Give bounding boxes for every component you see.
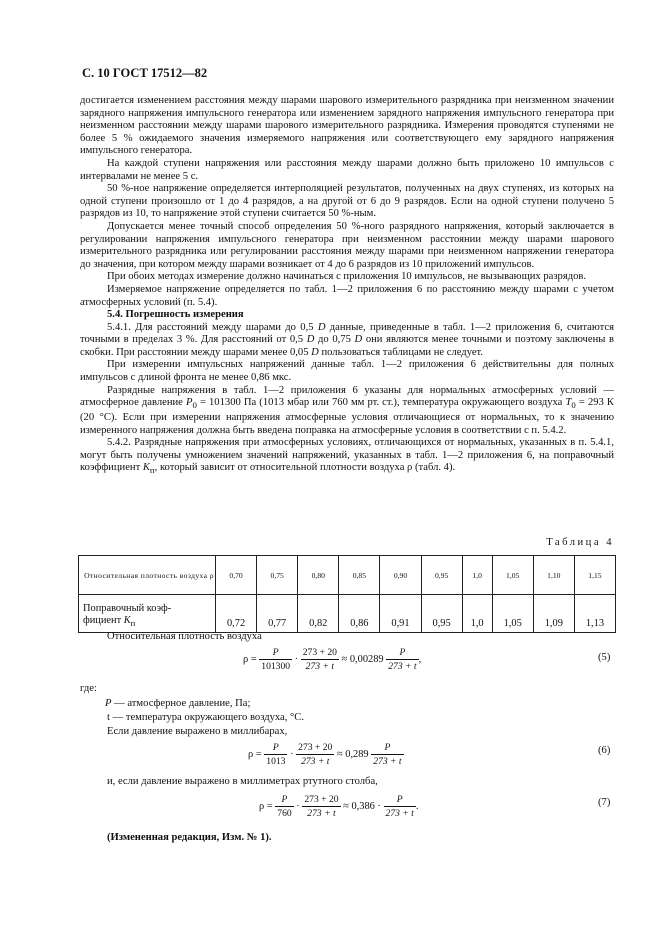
mbar-intro: Если давление выражено в миллибарах, (107, 726, 288, 737)
coefficient-cell: 1,05 (492, 595, 533, 633)
table-row-label: Относительная плотность воздуха ρ (79, 556, 216, 595)
section-heading: 5.4. Погрешность измерения (107, 309, 244, 321)
formula-7: ρ = $\frac{P}{760}$ · $\frac{273 + 20}{273 + t}$ ≈ 0,386 · $\frac{P}{273 + t}$ . (259, 794, 419, 819)
amendment-note: (Измененная редакция, Изм. № 1). (107, 832, 272, 843)
table-row (79, 556, 616, 595)
coefficient-cell: 1,0 (462, 595, 492, 633)
paragraph: 50 %-ное напряжение определяется интерполяцией результатов, полученных на двух ступенях, из которых на одной ступени произошло от 1 до 4 разрядов, а на другой от 6 до 9 разрядов. Если на одной ступени получено 5 разрядов из 10, то напряжение этой ступени считается 50 %-ным. (80, 183, 614, 220)
document-body (80, 95, 614, 477)
paragraph-5-4-2: 5.4.2. Разрядные напряжения при атмосферных условиях, отличающихся от нормальных, указанных в п. 5.4.1, могут быть получены умножением значений напряжений, указанных в табл. 1—2 приложения 6, на поправочный коэффициент $K_п$, который зависит от относительной плотности воздуха ρ (табл. 4). (80, 437, 614, 476)
table-title: Таблица 4 (546, 537, 614, 548)
equation-number: (6) (598, 745, 611, 756)
density-cell: 1,05 (492, 556, 533, 595)
paragraph: Допускается менее точный способ определения 50 %-ного разрядного напряжения, который заключается в регулировании напряжения импульсного генератора при неизменном расстоянии между шарами шарового измерительного разрядника или регулировании расстояния между шарами при неизменном напряжении генератора до значения, при котором между шарами возникает от 4 до 6 разрядов из 10 приложений импульсов. (80, 220, 614, 270)
density-cell: 0,75 (257, 556, 298, 595)
equation-number: (5) (598, 652, 611, 663)
density-cell: 0,85 (339, 556, 380, 595)
definition-t: t — температура окружающего воздуха, °С. (107, 712, 304, 723)
coefficient-cell: 1,13 (574, 595, 615, 633)
coefficient-cell: 0,95 (421, 595, 462, 633)
formula-5: ρ = $\frac{P}{101300}$ · $\frac{273 + 20}{273 + t}$ ≈ 0,00289 $\frac{P}{273 + t}$ , (243, 647, 422, 672)
density-cell: 1,10 (533, 556, 574, 595)
coefficient-cell: 1,09 (533, 595, 574, 633)
where-label: где: (80, 683, 97, 694)
coefficient-cell: 0,77 (257, 595, 298, 633)
formula-intro: Относительная плотность воздуха (107, 631, 262, 642)
density-cell: 1,15 (574, 556, 615, 595)
correction-table (78, 555, 616, 633)
mm-intro: и, если давление выражено в миллиметрах ртутного столба, (107, 776, 378, 787)
coefficient-cell: 0,91 (380, 595, 421, 633)
definition-P: P — атмосферное давление, Па; (105, 698, 251, 709)
coefficient-cell: 0,82 (298, 595, 339, 633)
paragraph: Измеряемое напряжение определяется по табл. 1—2 приложения 6 по расстоянию между шарами с учетом атмосферных условий (п. 5.4). (80, 283, 614, 308)
table-row (79, 595, 616, 633)
density-cell: 0,70 (216, 556, 257, 595)
paragraph-normal-conditions: Разрядные напряжения в табл. 1—2 приложения 6 указаны для нормальных атмосферных условий — атмосферное давление $P_0 = 101300$ Па (1013 мбар или 760 мм рт. ст.), температура окружающего воздуха $T_0 = 293$ К (20 °С). Если при измерении напряжения атмосферные условия отличающиеся от нормальных, то к значению измеренного напряжения должна быть введена поправка на атмосферные условия в соответствии с п. 5.4.2. (80, 384, 614, 436)
density-cell: 0,80 (298, 556, 339, 595)
paragraph-5-4-1: 5.4.1. Для расстояний между шарами до 0,5 D данные, приведенные в табл. 1—2 приложения 6, считаются точными в пределах 3 %. Для расстояний от 0,5 D до 0,75 D они являются менее точными и поэтому заключены в скобки. При расстоянии между шарами менее 0,05 D пользоваться таблицами не следует. (80, 321, 614, 358)
formula-6: ρ = $\frac{P}{1013}$ · $\frac{273 + 20}{273 + t}$ ≈ 0,289 $\frac{P}{273 + t}$ (248, 742, 402, 767)
coefficient-cell: 0,86 (339, 595, 380, 633)
coefficient-cell: 0,72 (216, 595, 257, 633)
density-cell: 1,0 (462, 556, 492, 595)
paragraph: достигается изменением расстояния между шарами шарового измерительного разрядника при неизменном значении зарядного напряжения импульсного генератора или изменением зарядного напряжения импульсного генератора при неизменном расстоянии между шарами шарового измерительного разрядника. Измерения проводятся ступенями не более 5 % ожидаемого значения измеряемого напряжения или соответствующего ему зарядного напряжения импульсного генератора. (80, 95, 614, 157)
paragraph: На каждой ступени напряжения или расстояния между шарами должно быть приложено 10 импульсов с интервалами не менее 5 с. (80, 157, 614, 182)
density-cell: 0,90 (380, 556, 421, 595)
page-header: С. 10 ГОСТ 17512—82 (82, 66, 208, 80)
density-cell: 0,95 (421, 556, 462, 595)
table-row-label: Поправочный коэф- фициент $K_п$ (79, 595, 216, 633)
paragraph: При обоих методах измерение должно начинаться с приложения 10 импульсов, не вызывающих разрядов. (107, 271, 587, 283)
equation-number: (7) (598, 797, 611, 808)
paragraph: При измерении импульсных напряжений данные табл. 1—2 приложения 6 действительны для полных импульсов с длиной фронта не менее 0,86 мкс. (80, 359, 614, 384)
